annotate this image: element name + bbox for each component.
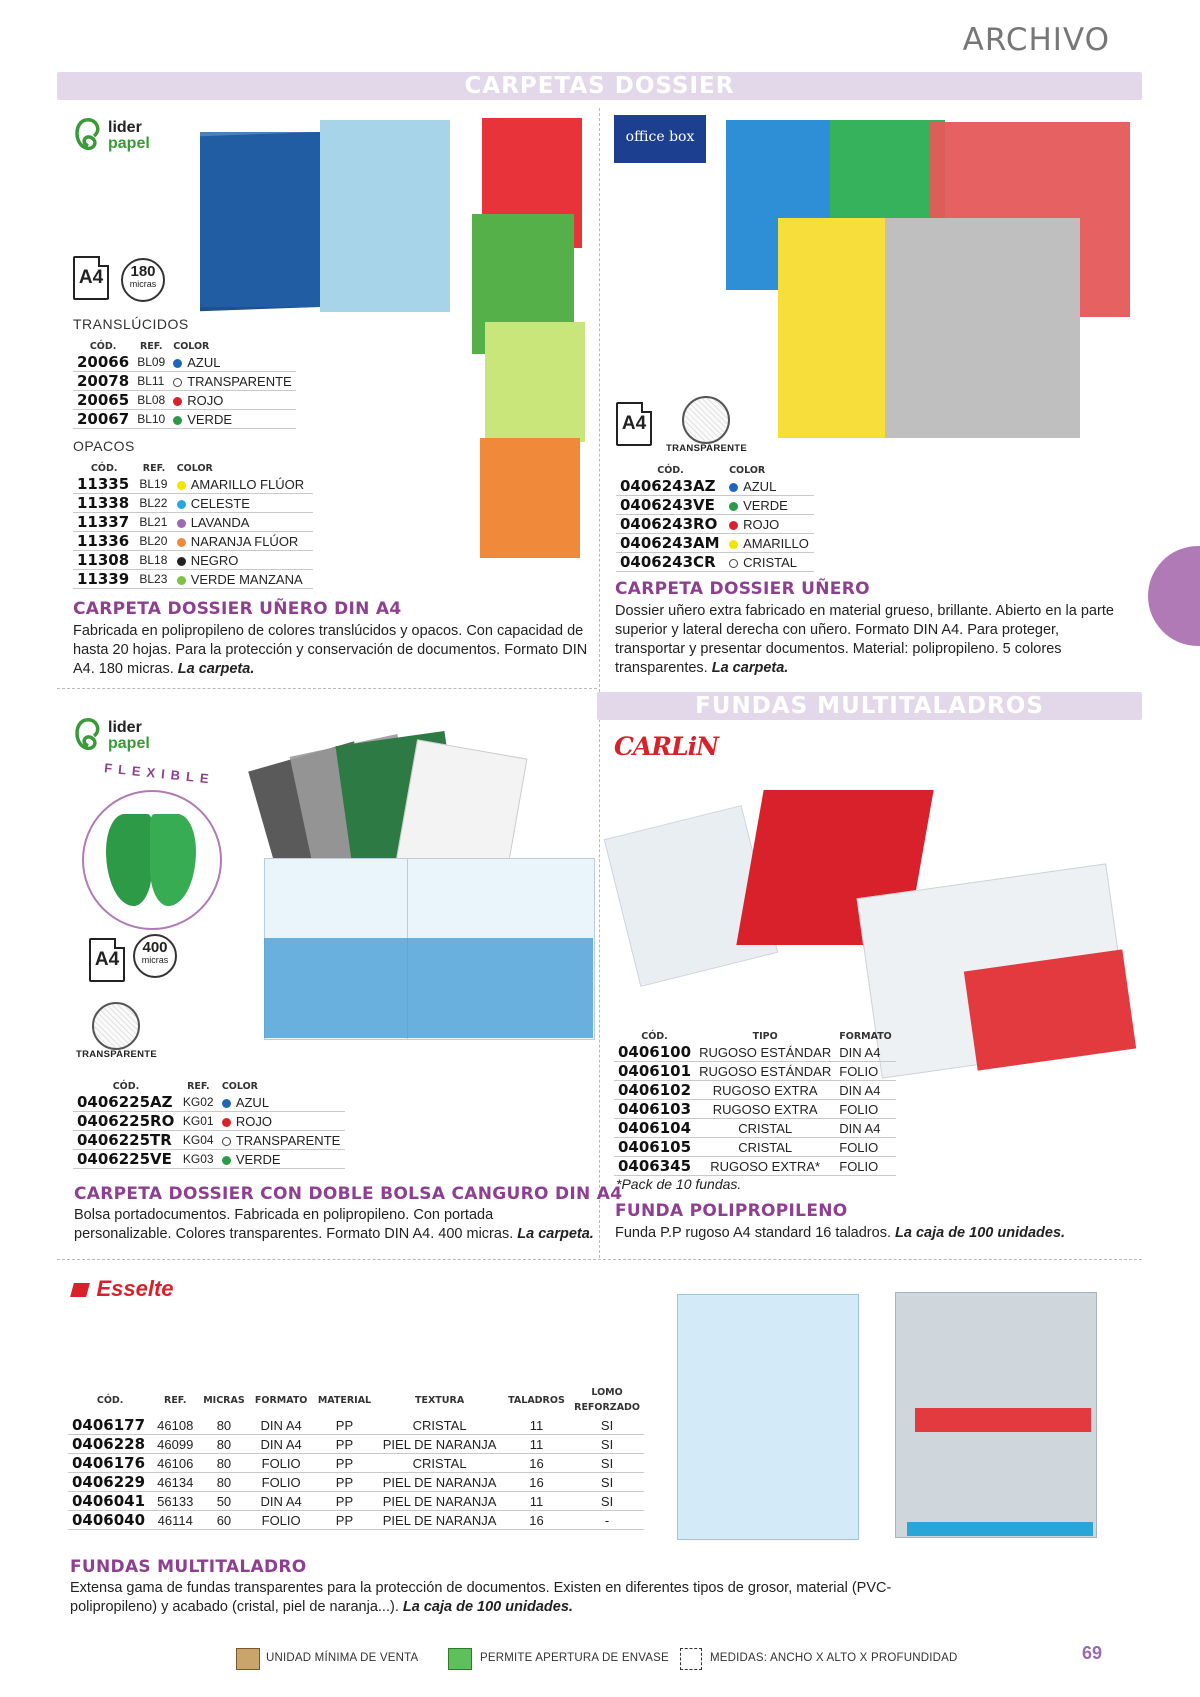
cell-ref: 46106	[152, 1454, 198, 1473]
cell-cod: 11338	[73, 494, 135, 513]
desc-text: Fabricada en polipropileno de colores translúcidos y opacos. Con capacidad de hasta 20 hojas. Para la protección y conservación de documentos. Formato DIN A4. 180 micras.	[73, 623, 588, 677]
section-header-fundas: FUNDAS MULTITALADROS	[597, 692, 1142, 720]
product-image-fundas-multitaladro	[675, 1292, 1135, 1542]
table-row	[73, 391, 296, 410]
color-swatch	[177, 576, 186, 585]
col-cod: CÓD.	[89, 341, 117, 352]
color-name: NEGRO	[190, 552, 239, 568]
color-swatch	[177, 519, 186, 528]
desc-unit: La carpeta.	[177, 661, 255, 677]
micras-unit: micras	[129, 279, 157, 289]
divider	[57, 688, 597, 689]
product-title: CARPETA DOSSIER UÑERO	[615, 579, 870, 599]
cell-material: PP	[313, 1416, 377, 1435]
product-description	[70, 1579, 910, 1617]
color-name: VERDE	[743, 497, 788, 513]
cell-cod: 0406100	[614, 1043, 695, 1062]
table-row	[68, 1473, 644, 1492]
cell-cod: 11339	[73, 570, 135, 589]
col-cod: CÓD.	[96, 1394, 124, 1406]
esselte-logo-text: Esselte	[96, 1276, 174, 1301]
product-title: CARPETA DOSSIER CON DOBLE BOLSA CANGURO DIN A4	[74, 1184, 623, 1204]
product-title: FUNDA POLIPROPILENO	[615, 1201, 848, 1221]
desc-unit: La caja de 100 unidades.	[895, 1225, 1066, 1241]
col-ref: REF.	[187, 1081, 210, 1092]
table-row	[616, 534, 814, 553]
cell-material: PP	[313, 1511, 377, 1530]
cell-cod: 0406243CR	[616, 553, 725, 572]
cell-tipo: CRISTAL	[695, 1138, 835, 1157]
cell-tipo: RUGOSO EXTRA*	[695, 1157, 835, 1176]
cell-textura: CRISTAL	[376, 1454, 503, 1473]
cell-formato: FOLIO	[835, 1100, 896, 1119]
desc-unit: La carpeta.	[517, 1226, 594, 1242]
lider-papel-logo	[72, 712, 172, 758]
col-color: COLOR	[176, 463, 213, 474]
cell-lomo: SI	[570, 1473, 644, 1492]
color-name: ROJO	[235, 1113, 272, 1129]
cell-formato: DIN A4	[250, 1435, 313, 1454]
desc-unit: La caja de 100 unidades.	[402, 1599, 573, 1615]
cell-cod: 11335	[73, 475, 135, 494]
flexible-label: FLEXIBLE	[103, 760, 216, 787]
color-name: AZUL	[235, 1094, 270, 1110]
cell-ref: BL22	[135, 494, 172, 513]
cell-cod: 0406041	[68, 1492, 152, 1511]
cell-cod: 0406105	[614, 1138, 695, 1157]
cell-textura: PIEL DE NARANJA	[376, 1435, 503, 1454]
cell-cod: 0406229	[68, 1473, 152, 1492]
cell-color	[169, 410, 296, 429]
cell-cod: 0406225TR	[73, 1131, 179, 1150]
cell-cod: 0406177	[68, 1416, 152, 1435]
color-swatch	[177, 481, 186, 490]
product-image-dossier-uñero	[720, 118, 1130, 438]
cell-color	[218, 1112, 345, 1131]
cell-tipo: RUGOSO EXTRA	[695, 1081, 835, 1100]
cell-material: PP	[313, 1454, 377, 1473]
cell-micras: 50	[198, 1492, 249, 1511]
office-box-logo	[614, 115, 706, 163]
table-opacos	[73, 462, 313, 589]
a4-format-icon: A4	[73, 256, 109, 300]
col-cod: CÓD.	[657, 465, 684, 476]
footer-measures-label: MEDIDAS: ANCHO X ALTO X PROFUNDIDAD	[710, 1652, 958, 1664]
color-swatch	[173, 359, 182, 368]
cell-color	[173, 513, 313, 532]
product-title: FUNDAS MULTITALADRO	[70, 1557, 307, 1577]
desc-text: Dossier uñero extra fabricado en material grueso, brillante. Abierto en la parte superior y lateral derecha con uñero. Formato DIN A4. Para proteger, transportar y presentar documentos. Material: polipropileno. 5 colores transparentes.	[615, 603, 1114, 676]
cell-micras: 80	[198, 1473, 249, 1492]
product-title: CARPETA DOSSIER UÑERO DIN A4	[73, 599, 402, 619]
cell-cod: 0406243VE	[616, 496, 725, 515]
col-formato: FORMATO	[839, 1031, 892, 1042]
color-name: AZUL	[187, 354, 221, 370]
cell-material: PP	[313, 1435, 377, 1454]
cell-ref: BL08	[133, 391, 169, 410]
cell-taladros: 16	[503, 1454, 570, 1473]
cell-micras: 80	[198, 1454, 249, 1473]
cell-color	[218, 1093, 345, 1112]
cell-tipo: RUGOSO EXTRA	[695, 1100, 835, 1119]
cell-cod: 0406103	[614, 1100, 695, 1119]
cell-formato: DIN A4	[835, 1081, 896, 1100]
color-name: NARANJA FLÚOR	[190, 533, 299, 549]
cell-cod: 0406040	[68, 1511, 152, 1530]
col-color: COLOR	[221, 1081, 258, 1092]
section-header-carpetas: CARPETAS DOSSIER	[57, 72, 1142, 100]
cell-cod: 11336	[73, 532, 135, 551]
col-ref: REF.	[142, 463, 166, 474]
micras-value: 400	[142, 939, 168, 956]
table-row	[73, 372, 296, 391]
color-name: AMARILLO	[743, 535, 809, 551]
table-doble-bolsa	[73, 1080, 345, 1169]
table-translucidos	[73, 340, 296, 429]
col-cod: CÓD.	[641, 1031, 668, 1042]
cell-textura: CRISTAL	[376, 1416, 503, 1435]
group-label-translucidos: TRANSLÚCIDOS	[73, 316, 189, 332]
svg-text:lider: lider	[108, 719, 142, 736]
table-row	[616, 515, 814, 534]
cell-cod: 20066	[73, 353, 133, 372]
esselte-logo-icon	[70, 1283, 90, 1297]
cell-tipo: RUGOSO ESTÁNDAR	[695, 1043, 835, 1062]
color-swatch	[222, 1118, 231, 1127]
col-cod: CÓD.	[112, 1081, 140, 1092]
col-ref: REF.	[164, 1394, 187, 1406]
cell-color	[725, 515, 814, 534]
table-row	[73, 475, 313, 494]
cell-color	[725, 534, 814, 553]
cell-ref: 46099	[152, 1435, 198, 1454]
table-row	[73, 513, 313, 532]
table-row	[616, 496, 814, 515]
color-name: ROJO	[743, 516, 780, 532]
box-icon	[236, 1648, 260, 1670]
cell-formato: DIN A4	[835, 1043, 896, 1062]
cell-ref: BL18	[135, 551, 172, 570]
cell-color	[173, 532, 313, 551]
a4-format-icon: A4	[616, 402, 652, 446]
table-row	[614, 1043, 896, 1062]
page-section-label: ARCHIVO	[962, 22, 1110, 58]
product-description	[74, 1206, 594, 1244]
page-number: 69	[1082, 1643, 1103, 1663]
cell-lomo: SI	[570, 1416, 644, 1435]
table-row	[68, 1492, 644, 1511]
cell-color	[173, 551, 313, 570]
office-box-logo-text: office box	[625, 129, 695, 145]
table-row	[73, 410, 296, 429]
cell-ref: KG01	[179, 1112, 218, 1131]
color-swatch	[177, 557, 186, 566]
cell-lomo: SI	[570, 1492, 644, 1511]
cell-color	[173, 570, 313, 589]
cell-ref: BL23	[135, 570, 172, 589]
cell-ref: BL09	[133, 353, 169, 372]
color-name: AMARILLO FLÚOR	[190, 476, 305, 492]
cell-cod: 0406225RO	[73, 1112, 179, 1131]
carlin-logo: CARLiN	[614, 732, 718, 761]
cell-cod: 20067	[73, 410, 133, 429]
cell-cod: 0406228	[68, 1435, 152, 1454]
col-lomo: LOMO REFORZADO	[574, 1387, 641, 1413]
transparent-label: TRANSPARENTE	[666, 443, 748, 454]
table-row	[68, 1416, 644, 1435]
cell-formato: FOLIO	[835, 1157, 896, 1176]
cell-formato: FOLIO	[250, 1473, 313, 1492]
cell-taladros: 16	[503, 1473, 570, 1492]
cell-color	[169, 353, 296, 372]
cell-textura: PIEL DE NARANJA	[376, 1473, 503, 1492]
table-dossier-uñero	[616, 464, 814, 572]
svg-text:papel: papel	[108, 735, 150, 752]
table-row	[73, 1150, 345, 1169]
cell-formato: DIN A4	[250, 1416, 313, 1435]
cell-ref: BL11	[133, 372, 169, 391]
pack-note: *Pack de 10 fundas.	[616, 1176, 742, 1192]
cell-cod: 0406176	[68, 1454, 152, 1473]
color-swatch	[177, 538, 186, 547]
table-row	[73, 532, 313, 551]
col-textura: TEXTURA	[415, 1394, 465, 1406]
color-name: TRANSPARENTE	[235, 1132, 341, 1148]
color-name: ROJO	[187, 392, 224, 408]
cell-color	[169, 391, 296, 410]
transparent-material-icon	[92, 1002, 140, 1050]
table-row	[73, 353, 296, 372]
cell-cod: 0406225AZ	[73, 1093, 179, 1112]
cell-ref: BL21	[135, 513, 172, 532]
color-swatch	[729, 521, 738, 530]
color-swatch	[729, 559, 738, 568]
cell-lomo: -	[570, 1511, 644, 1530]
desc-text: Funda P.P rugoso A4 standard 16 taladros.	[615, 1225, 891, 1241]
cell-textura: PIEL DE NARANJA	[376, 1511, 503, 1530]
cell-ref: BL19	[135, 475, 172, 494]
table-row	[68, 1454, 644, 1473]
table-fundas-multitaladro	[68, 1384, 644, 1530]
cell-color	[725, 553, 814, 572]
color-swatch	[173, 397, 182, 406]
micras-icon	[121, 258, 165, 302]
cell-cod: 11337	[73, 513, 135, 532]
col-cod: CÓD.	[90, 463, 118, 474]
cell-tipo: RUGOSO ESTÁNDAR	[695, 1062, 835, 1081]
a4-format-icon: A4	[89, 938, 125, 982]
cell-cod: 0406243RO	[616, 515, 725, 534]
cell-formato: FOLIO	[835, 1138, 896, 1157]
cell-cod: 0406101	[614, 1062, 695, 1081]
cell-material: PP	[313, 1492, 377, 1511]
color-name: CELESTE	[190, 495, 250, 511]
color-name: LAVANDA	[190, 514, 250, 530]
color-name: CRISTAL	[743, 554, 797, 570]
color-name: VERDE	[235, 1151, 281, 1167]
table-row	[616, 477, 814, 496]
cell-ref: BL20	[135, 532, 172, 551]
col-micras: MICRAS	[203, 1394, 245, 1406]
divider	[599, 108, 600, 1258]
cell-formato: FOLIO	[835, 1062, 896, 1081]
cell-formato: FOLIO	[250, 1454, 313, 1473]
cell-ref: 56133	[152, 1492, 198, 1511]
table-row	[73, 1112, 345, 1131]
cell-formato: DIN A4	[835, 1119, 896, 1138]
color-swatch	[222, 1137, 231, 1146]
table-funda-polipropileno	[614, 1030, 896, 1176]
cell-ref: 46134	[152, 1473, 198, 1492]
cell-cod: 0406104	[614, 1119, 695, 1138]
cell-taladros: 11	[503, 1416, 570, 1435]
cell-textura: PIEL DE NARANJA	[376, 1492, 503, 1511]
color-name: TRANSPARENTE	[187, 373, 292, 389]
cell-color	[725, 496, 814, 515]
table-row	[614, 1062, 896, 1081]
cell-cod: 20065	[73, 391, 133, 410]
color-swatch	[173, 378, 182, 387]
group-label-opacos: OPACOS	[73, 438, 135, 454]
table-row	[73, 1093, 345, 1112]
color-swatch	[173, 416, 182, 425]
cell-ref: KG02	[179, 1093, 218, 1112]
col-ref: REF.	[139, 341, 163, 352]
cell-cod: 0406225VE	[73, 1150, 179, 1169]
table-row	[68, 1511, 644, 1530]
svg-text:papel: papel	[108, 135, 150, 152]
col-taladros: TALADROS	[508, 1394, 565, 1406]
col-formato: FORMATO	[254, 1394, 308, 1406]
col-color: COLOR	[729, 465, 766, 476]
product-description	[615, 602, 1123, 678]
product-image-carpeta-uñero	[200, 110, 600, 510]
cell-tipo: CRISTAL	[695, 1119, 835, 1138]
color-swatch	[729, 483, 738, 492]
cell-taladros: 11	[503, 1435, 570, 1454]
table-row	[614, 1081, 896, 1100]
divider	[57, 1259, 1142, 1260]
chapter-tab[interactable]	[1148, 546, 1200, 646]
micras-unit: micras	[141, 955, 169, 965]
micras-icon	[133, 934, 177, 978]
footer-unit-label: UNIDAD MÍNIMA DE VENTA	[266, 1652, 419, 1664]
flexible-illustration	[82, 790, 222, 930]
color-swatch	[729, 540, 738, 549]
cell-color	[218, 1131, 345, 1150]
cell-ref: KG03	[179, 1150, 218, 1169]
cell-cod: 0406243AZ	[616, 477, 725, 496]
cell-micras: 60	[198, 1511, 249, 1530]
col-color: COLOR	[173, 341, 210, 352]
color-swatch	[177, 500, 186, 509]
cell-taladros: 11	[503, 1492, 570, 1511]
table-row	[614, 1138, 896, 1157]
open-box-icon	[448, 1648, 472, 1670]
transparent-label: TRANSPARENTE	[76, 1049, 158, 1060]
measures-icon	[680, 1648, 702, 1670]
col-material: MATERIAL	[317, 1394, 372, 1406]
table-row	[614, 1157, 896, 1176]
cell-taladros: 16	[503, 1511, 570, 1530]
lider-papel-logo	[72, 112, 172, 158]
table-row	[73, 570, 313, 589]
cell-ref: 46108	[152, 1416, 198, 1435]
cell-cod: 0406243AM	[616, 534, 725, 553]
esselte-logo	[72, 1276, 174, 1302]
desc-text: Extensa gama de fundas transparentes para la protección de documentos. Existen en diferentes tipos de grosor, material (PVC-polipropileno) y acabado (cristal, piel de naranja...).	[70, 1580, 892, 1615]
cell-cod: 11308	[73, 551, 135, 570]
table-row	[616, 553, 814, 572]
color-name: VERDE MANZANA	[190, 571, 303, 587]
transparent-material-icon	[682, 396, 730, 444]
cell-cod: 20078	[73, 372, 133, 391]
cell-color	[173, 475, 313, 494]
footer-open-label: PERMITE APERTURA DE ENVASE	[480, 1652, 669, 1664]
desc-text: Bolsa portadocumentos. Fabricada en polipropileno. Con portada personalizable. Colores transparentes. Formato DIN A4. 400 micras.	[74, 1207, 514, 1242]
cell-lomo: SI	[570, 1435, 644, 1454]
color-swatch	[729, 502, 738, 511]
product-image-doble-bolsa	[262, 718, 598, 1040]
color-name: VERDE	[187, 411, 233, 427]
color-name: AZUL	[743, 478, 777, 494]
product-description	[615, 1224, 1135, 1243]
table-row	[73, 1131, 345, 1150]
cell-ref: 46114	[152, 1511, 198, 1530]
cell-micras: 80	[198, 1435, 249, 1454]
product-description	[73, 622, 595, 679]
cell-formato: FOLIO	[250, 1511, 313, 1530]
cell-ref: BL10	[133, 410, 169, 429]
cell-color	[725, 477, 814, 496]
table-row	[73, 551, 313, 570]
cell-ref: KG04	[179, 1131, 218, 1150]
cell-lomo: SI	[570, 1454, 644, 1473]
cell-formato: DIN A4	[250, 1492, 313, 1511]
cell-color	[169, 372, 296, 391]
table-row	[73, 494, 313, 513]
color-swatch	[222, 1156, 231, 1165]
color-swatch	[222, 1099, 231, 1108]
col-tipo: TIPO	[752, 1031, 778, 1042]
desc-unit: La carpeta.	[711, 660, 789, 676]
cell-micras: 80	[198, 1416, 249, 1435]
svg-text:lider: lider	[108, 119, 142, 136]
cell-cod: 0406102	[614, 1081, 695, 1100]
cell-cod: 0406345	[614, 1157, 695, 1176]
table-row	[614, 1119, 896, 1138]
table-row	[68, 1435, 644, 1454]
cell-material: PP	[313, 1473, 377, 1492]
cell-color	[218, 1150, 345, 1169]
cell-color	[173, 494, 313, 513]
table-row	[614, 1100, 896, 1119]
micras-value: 180	[130, 263, 156, 280]
